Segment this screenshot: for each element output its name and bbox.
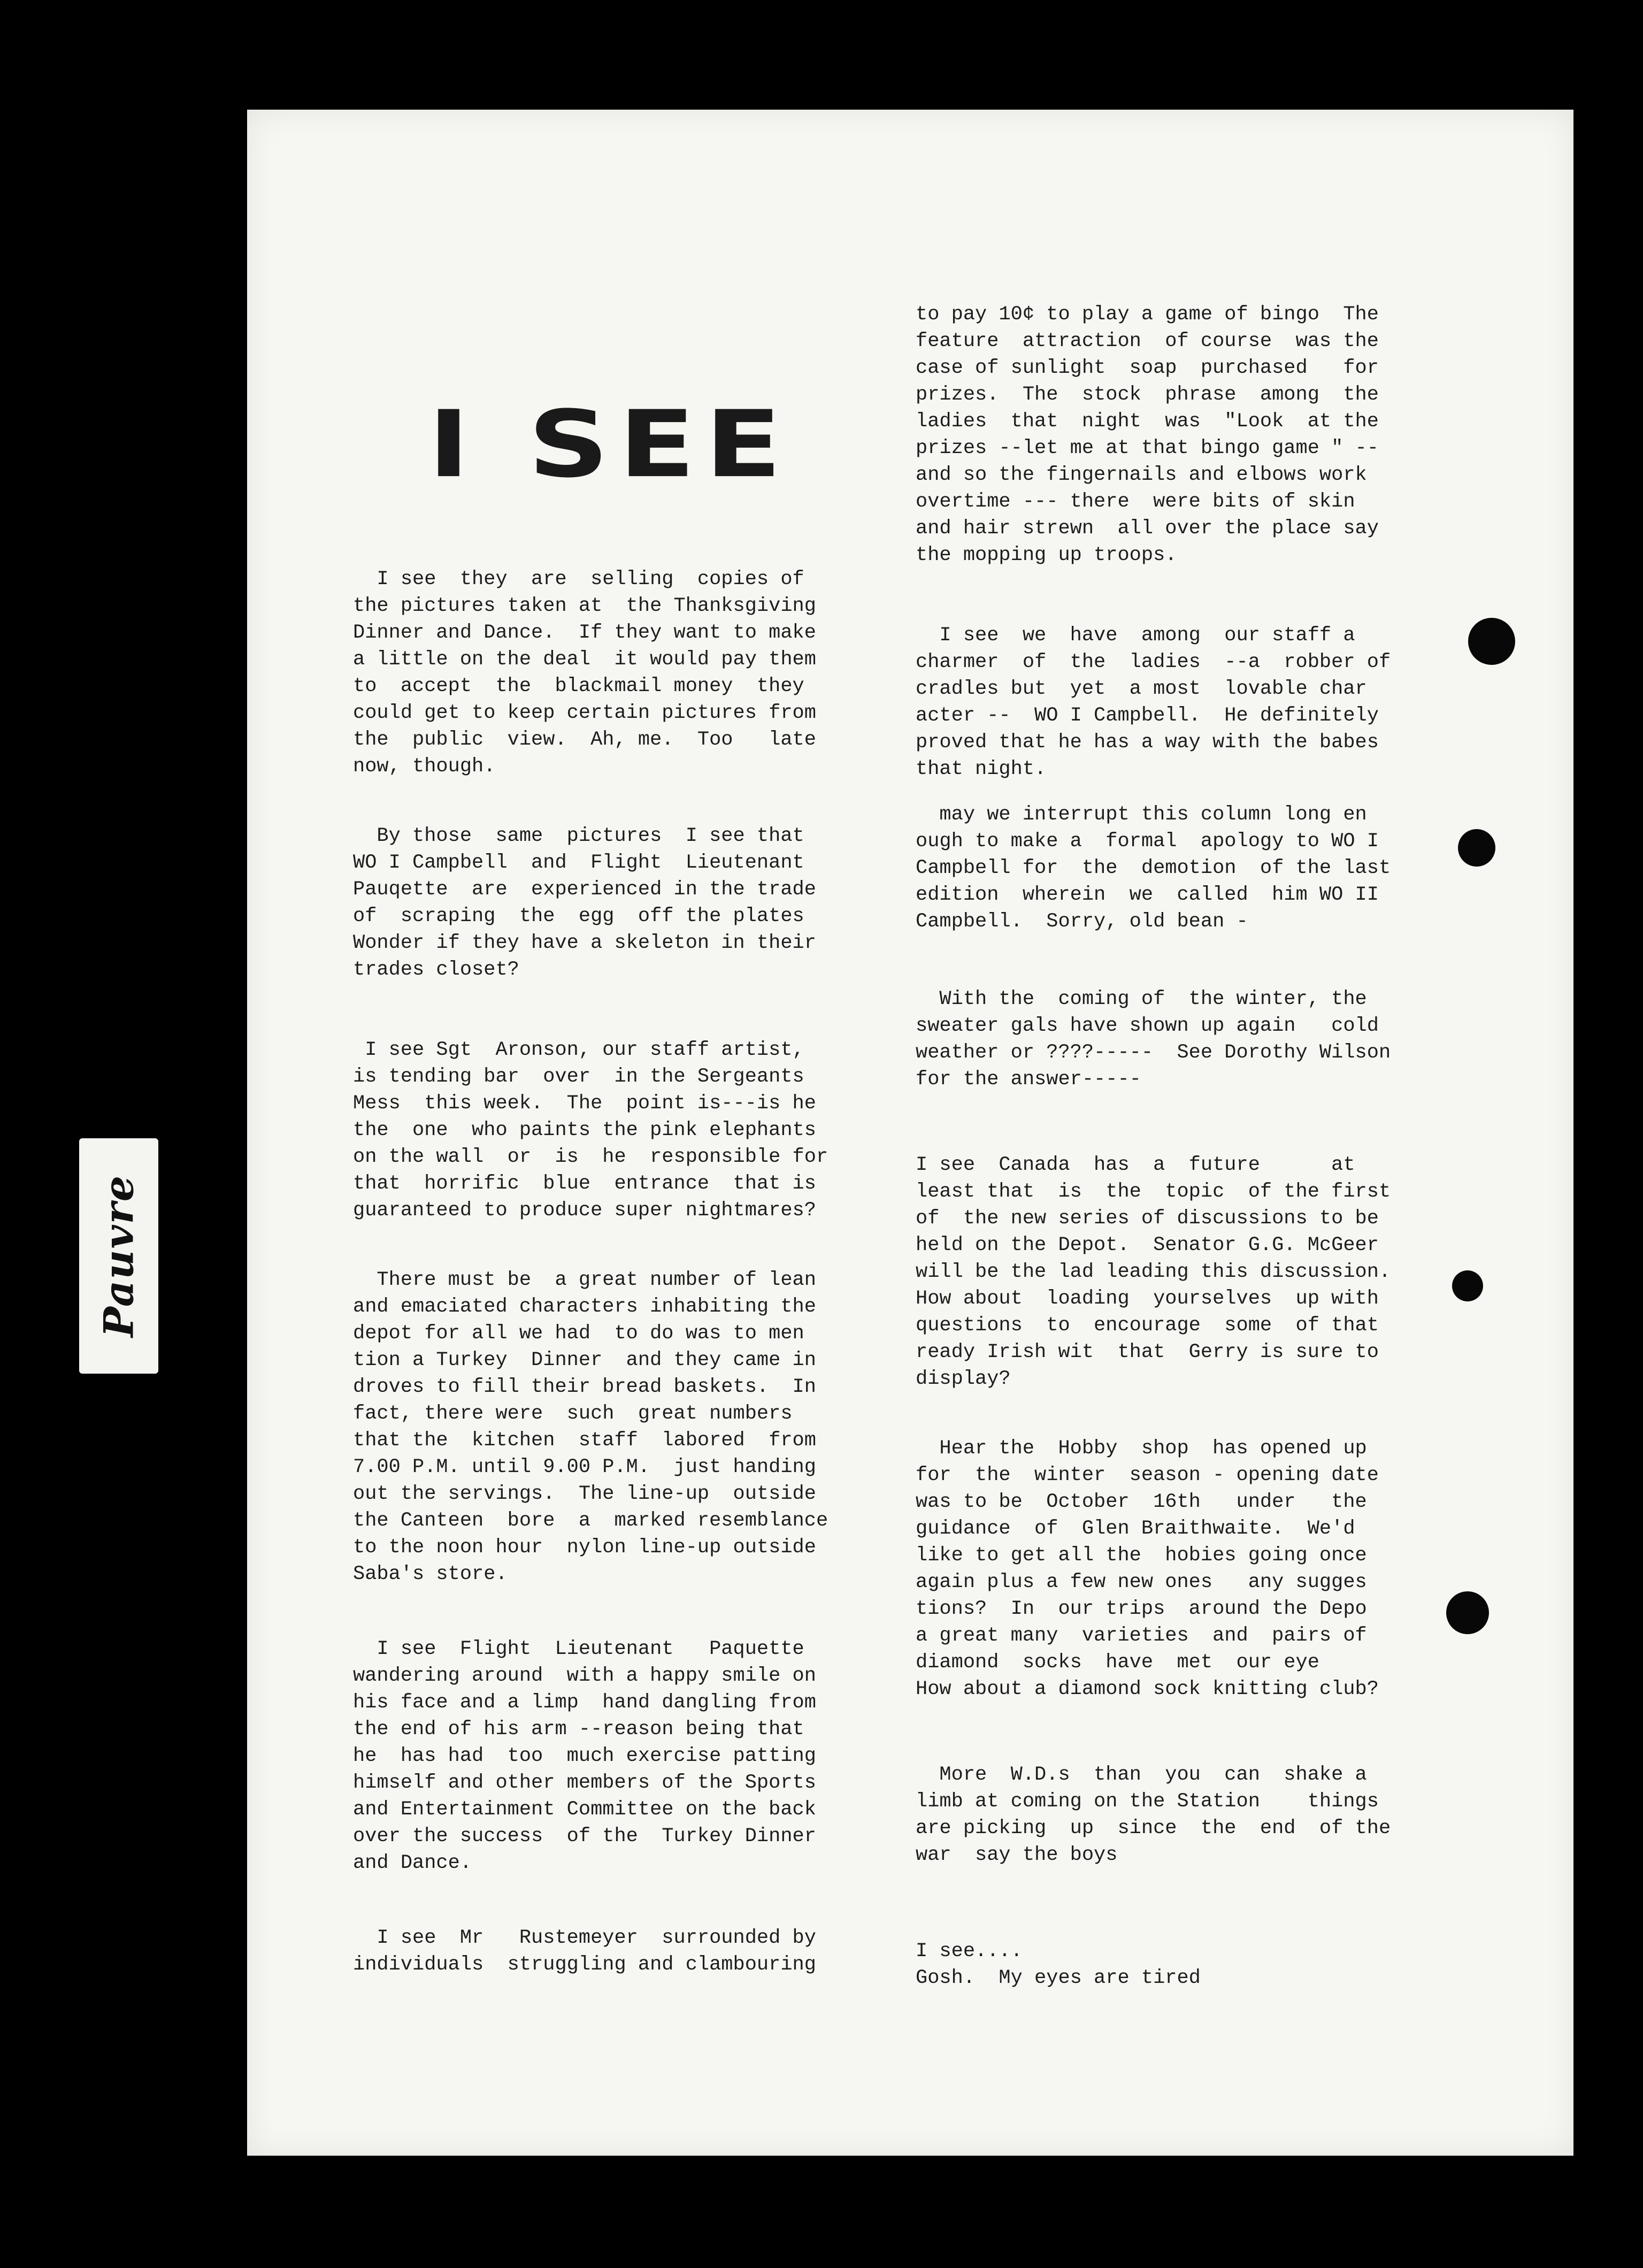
left-column-paragraph	[353, 1925, 816, 1978]
left-column-paragraph	[353, 1636, 816, 1876]
left-column-paragraph	[353, 823, 816, 983]
punch-hole	[1452, 1270, 1483, 1301]
text-line: questions to encourage some of that	[916, 1314, 1379, 1337]
text-line: ladies that night was "Look at the	[916, 410, 1379, 433]
text-line: display?	[916, 1368, 1011, 1390]
text-line: now, though.	[353, 755, 496, 778]
right-column-paragraph	[916, 301, 1379, 569]
text-line: weather or ????----- See Dorothy Wilson	[916, 1041, 1391, 1064]
text-line: cradles but yet a most lovable char	[916, 678, 1367, 700]
text-line: ough to make a formal apology to WO I	[916, 830, 1379, 853]
right-column-paragraph	[916, 1435, 1379, 1703]
text-line: tions? In our trips around the Depo	[916, 1598, 1367, 1620]
right-column-paragraph	[916, 986, 1391, 1093]
text-line: How about a diamond sock knitting club?	[916, 1678, 1379, 1700]
text-line: that night.	[916, 758, 1047, 780]
text-line: Mess this week. The point is---is he	[353, 1092, 816, 1115]
text-line: Dinner and Dance. If they want to make	[353, 622, 816, 644]
left-column-paragraph	[353, 566, 816, 780]
text-line: a little on the deal it would pay them	[353, 648, 816, 671]
text-line: the end of his arm --reason being that	[353, 1718, 804, 1741]
text-line: Saba's store.	[353, 1563, 508, 1585]
text-line: sweater gals have shown up again cold	[916, 1015, 1379, 1037]
text-line: out the servings. The line-up outside	[353, 1483, 816, 1505]
text-line: prizes --let me at that bingo game " --	[916, 437, 1379, 459]
text-line: overtime --- there were bits of skin	[916, 491, 1355, 513]
text-line: again plus a few new ones any sugges	[916, 1571, 1367, 1593]
text-line: the mopping up troops.	[916, 544, 1177, 566]
text-line: he has had too much exercise patting	[353, 1745, 816, 1767]
text-line: guidance of Glen Braithwaite. We'd	[916, 1518, 1355, 1540]
text-line: his face and a limp hand dangling from	[353, 1691, 816, 1714]
text-line: that horrific blue entrance that is	[353, 1173, 816, 1195]
text-line: I see Flight Lieutenant Paquette	[353, 1638, 804, 1660]
text-line: is tending bar over in the Sergeants	[353, 1066, 804, 1088]
text-line: I see....	[916, 1940, 1023, 1963]
text-line: a great many varieties and pairs of	[916, 1625, 1367, 1647]
text-line: for the winter season - opening date	[916, 1464, 1379, 1487]
side-tab	[79, 1138, 158, 1374]
text-line: guaranteed to produce super nightmares?	[353, 1199, 816, 1222]
text-line: By those same pictures I see that	[353, 825, 804, 847]
text-line: of the new series of discussions to be	[916, 1207, 1379, 1230]
text-line: to pay 10¢ to play a game of bingo The	[916, 303, 1379, 326]
text-line: Wonder if they have a skeleton in their	[353, 932, 816, 954]
text-line: and Dance.	[353, 1852, 472, 1874]
text-line: for the answer-----	[916, 1068, 1141, 1091]
text-line: feature attraction of course was the	[916, 330, 1379, 353]
text-line: proved that he has a way with the babes	[916, 731, 1379, 754]
text-line: More W.D.s than you can shake a	[916, 1764, 1367, 1786]
text-line: the pictures taken at the Thanksgiving	[353, 595, 816, 617]
text-line: Hear the Hobby shop has opened up	[916, 1437, 1367, 1460]
left-column-paragraph	[353, 1267, 828, 1588]
text-line: prizes. The stock phrase among the	[916, 384, 1379, 406]
text-line: ready Irish wit that Gerry is sure to	[916, 1341, 1379, 1363]
page-title: I SEE	[428, 390, 792, 499]
text-line: and so the fingernails and elbows work	[916, 464, 1367, 486]
right-column-paragraph	[916, 622, 1391, 783]
text-line: could get to keep certain pictures from	[353, 702, 816, 724]
text-line: limb at coming on the Station things	[916, 1790, 1379, 1813]
text-line: held on the Depot. Senator G.G. McGeer	[916, 1234, 1379, 1256]
text-line: the public view. Ah, me. Too late	[353, 729, 816, 751]
text-line: was to be October 16th under the	[916, 1491, 1367, 1513]
text-line: I see Mr Rustemeyer surrounded by	[353, 1927, 816, 1949]
text-line: droves to fill their bread baskets. In	[353, 1376, 816, 1398]
text-line: edition wherein we called him WO II	[916, 884, 1379, 906]
text-line: to accept the blackmail money they	[353, 675, 804, 698]
right-column-paragraph	[916, 801, 1391, 935]
side-tab-label: Pauvre	[95, 1174, 143, 1338]
text-line: With the coming of the winter, the	[916, 988, 1367, 1010]
text-line: that the kitchen staff labored from	[353, 1429, 816, 1452]
text-line: I see we have among our staff a	[916, 624, 1355, 647]
text-line: depot for all we had to do was to men	[353, 1322, 804, 1345]
text-line: tion a Turkey Dinner and they came in	[353, 1349, 816, 1371]
text-line: on the wall or is he responsible for	[353, 1146, 828, 1168]
text-line: charmer of the ladies --a robber of	[916, 651, 1391, 673]
text-line: to the noon hour nylon line-up outside	[353, 1536, 816, 1559]
punch-hole	[1468, 618, 1515, 665]
text-line: himself and other members of the Sports	[353, 1772, 816, 1794]
text-line: the one who paints the pink elephants	[353, 1119, 816, 1141]
text-line: will be the lad leading this discussion.	[916, 1261, 1391, 1283]
text-line: fact, there were such great numbers	[353, 1403, 793, 1425]
text-line: WO I Campbell and Flight Lieutenant	[353, 852, 804, 874]
text-line: like to get all the hobies going once	[916, 1544, 1367, 1567]
text-line: may we interrupt this column long en	[916, 803, 1367, 826]
text-line: I see Canada has a future at	[916, 1154, 1355, 1176]
text-line: Pauqette are experienced in the trade	[353, 878, 816, 901]
text-line: and hair strewn all over the place say	[916, 517, 1379, 540]
punch-hole	[1446, 1591, 1489, 1634]
text-line: There must be a great number of lean	[353, 1269, 816, 1291]
text-line: case of sunlight soap purchased for	[916, 357, 1379, 379]
right-column-paragraph	[916, 1938, 1201, 1991]
text-line: acter -- WO I Campbell. He definitely	[916, 704, 1379, 727]
right-column-paragraph	[916, 1761, 1391, 1868]
text-line: war say the boys	[916, 1844, 1118, 1866]
text-line: and emaciated characters inhabiting the	[353, 1296, 816, 1318]
text-line: individuals struggling and clambouring	[353, 1953, 816, 1976]
text-line: Campbell for the demotion of the last	[916, 857, 1391, 879]
text-line: the Canteen bore a marked resemblance	[353, 1510, 828, 1532]
text-line: are picking up since the end of the	[916, 1817, 1391, 1840]
text-line: Campbell. Sorry, old bean -	[916, 910, 1248, 933]
text-line: wandering around with a happy smile on	[353, 1665, 816, 1687]
text-line: and Entertainment Committee on the back	[353, 1798, 816, 1821]
left-column-paragraph	[353, 1037, 828, 1224]
text-line: over the success of the Turkey Dinner	[353, 1825, 816, 1848]
text-line: 7.00 P.M. until 9.00 P.M. just handing	[353, 1456, 816, 1478]
text-line: How about loading yourselves up with	[916, 1288, 1379, 1310]
right-column-paragraph	[916, 1152, 1391, 1392]
text-line: I see Sgt Aronson, our staff artist,	[353, 1039, 804, 1061]
text-line: diamond socks have met our eye	[916, 1651, 1319, 1674]
text-line: Gosh. My eyes are tired	[916, 1967, 1201, 1989]
text-line: I see they are selling copies of	[353, 568, 804, 591]
text-line: trades closet?	[353, 959, 519, 981]
punch-hole	[1458, 829, 1495, 867]
text-line: of scraping the egg off the plates	[353, 905, 804, 928]
text-line: least that is the topic of the first	[916, 1181, 1391, 1203]
